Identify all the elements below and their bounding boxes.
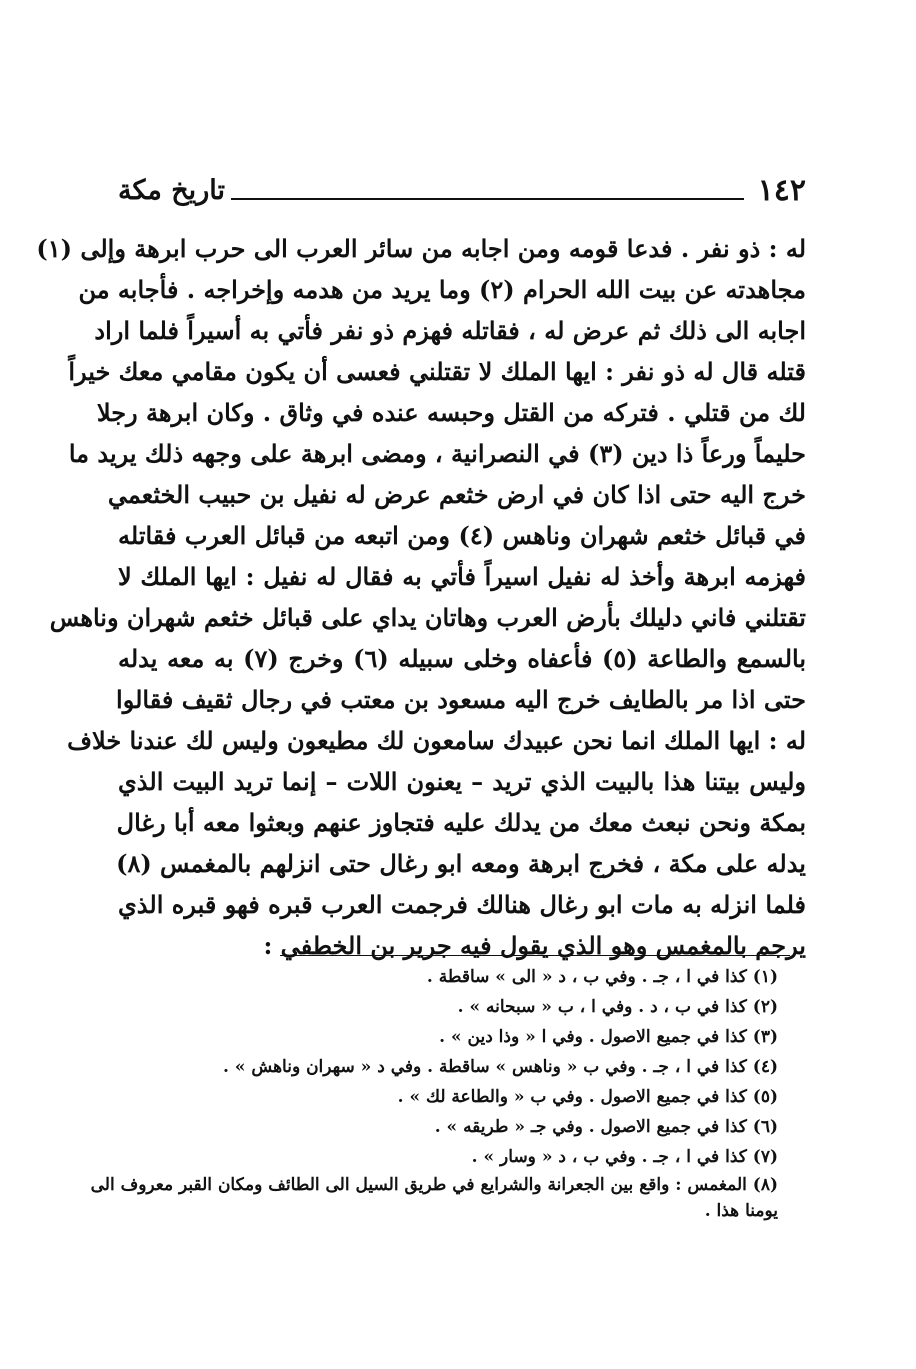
- footnote: (٨) المغمس : واقع بين الجعرانة والشرايع في طريق السيل الى الطائف ومكان القبر معروف الى يومنا هذا .: [90, 1175, 778, 1221]
- footnote: (٤) كذا في ا ، جـ . وفي ب « وناهس » ساقطة . وفي د « سهران وناهش » .: [223, 1057, 778, 1077]
- main-text: [36, 228, 807, 966]
- running-title: تاريخ مكة: [118, 175, 225, 206]
- footnote-separator: [280, 955, 790, 956]
- footnotes: [90, 962, 778, 1224]
- footnote: (٦) كذا في جميع الاصول . وفي جـ « طريقه » .: [434, 1117, 778, 1137]
- text-line: اجابه الى ذلك ثم عرض له ، فقاتله فهزم ذو نفر فأتي به أسيراً فلما اراد: [94, 316, 806, 345]
- text-line: يرجم بالمغمس وهو الذي يقول فيه جرير بن الخطفي :: [263, 931, 806, 960]
- page-number: ١٤٢: [757, 173, 806, 208]
- footnote: (٥) كذا في جميع الاصول . وفي ب « والطاعة لك » .: [397, 1087, 778, 1107]
- text-line: لك من قتلي . فتركه من القتل وحبسه عنده في وثاق . وكان ابرهة رجلا: [96, 398, 806, 427]
- text-line: مجاهدته عن بيت الله الحرام (٢) وما يريد من هدمه وإخراجه . فأجابه من: [78, 275, 806, 304]
- text-line: خرج اليه حتى اذا كان في ارض خثعم عرض له نفيل بن حبيب الخثعمي: [107, 480, 806, 509]
- text-line: بالسمع والطاعة (٥) فأعفاه وخلى سبيله (٦) وخرج (٧) به معه يدله: [118, 644, 807, 673]
- text-line: يدله على مكة ، فخرج ابرهة ومعه ابو رغال حتى انزلهم بالمغمس (٨): [116, 849, 806, 878]
- text-line: وليس بيتنا هذا بالبيت الذي تريد – يعنون اللات – إنما تريد البيت الذي: [118, 767, 806, 796]
- text-line: فهزمه ابرهة وأخذ له نفيل اسيراً فأتي به فقال له نفيل : ايها الملك لا: [118, 562, 806, 591]
- footnote: (٢) كذا في ب ، د . وفي ا ، ب « سبحانه » .: [457, 997, 778, 1017]
- header-rule: [231, 198, 744, 200]
- page-header: [118, 168, 806, 208]
- footnote: (٣) كذا في جميع الاصول . وفي ا « وذا دين » .: [439, 1027, 778, 1047]
- text-line: حليماً ورعاً ذا دين (٣) في النصرانية ، ومضى ابرهة على وجهه ذلك يريد ما: [68, 439, 806, 468]
- text-line: في قبائل خثعم شهران وناهس (٤) ومن اتبعه من قبائل العرب فقاتله: [118, 521, 806, 550]
- footnote: (٧) كذا في ا ، جـ . وفي ب ، د « وسار » .: [471, 1147, 778, 1167]
- text-line: له : ذو نفر . فدعا قومه ومن اجابه من سائر العرب الى حرب ابرهة وإلى (١): [36, 234, 806, 263]
- text-line: بمكة ونحن نبعث معك من يدلك عليه فتجاوز عنهم وبعثوا معه أبا رغال: [116, 808, 806, 837]
- text-line: له : ايها الملك انما نحن عبيدك سامعون لك مطيعون وليس لك عندنا خلاف: [67, 726, 806, 755]
- text-line: حتى اذا مر بالطايف خرج اليه مسعود بن معتب في رجال ثقيف فقالوا: [116, 685, 806, 714]
- footnote: (١) كذا في ا ، جـ . وفي ب ، د « الى » ساقطة .: [426, 967, 778, 987]
- text-line: قتله قال له ذو نفر : ايها الملك لا تقتلني فعسى أن يكون مقامي معك خيراً: [68, 357, 806, 386]
- text-line: تقتلني فاني دليلك بأرض العرب وهاتان يداي على قبائل خثعم شهران وناهس: [49, 603, 806, 632]
- text-line: فلما انزله به مات ابو رغال هنالك فرجمت العرب قبره فهو قبره الذي: [118, 890, 806, 919]
